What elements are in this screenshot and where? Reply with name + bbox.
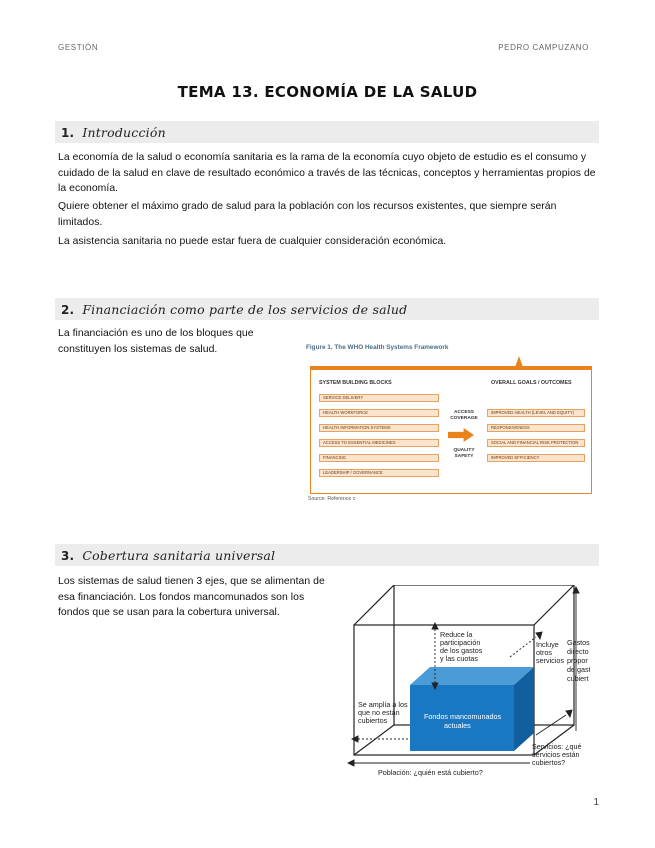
section-2-number: 2. [61,303,75,317]
who-framework-figure [306,344,596,509]
arrow-head-icon [432,623,438,629]
blue-box-top [410,667,534,685]
bottom-label: Población: ¿quién está cubierto? [378,768,483,777]
who-arrow-icon [448,428,474,442]
section-1-paragraph-3: La asistencia sanitaria no puede estar fuera de cualquier consideración económica. [58,236,447,247]
right-label-line: servicios [536,656,564,665]
bottom-right-label-line: servicios están [532,750,580,759]
section-2-title: Financiación como parte de los servicios de salud [82,302,408,317]
who-figure-caption: Figure 1. The WHO Health Systems Framework [306,344,449,351]
top-label-line: y las cuotas [440,654,478,663]
arrow-head-icon [566,710,572,717]
coverage-cube-svg [340,585,590,780]
section-2-paragraph-1: La financiación es uno de los bloques que constituyen los sistemas de salud. [58,328,254,355]
who-figure-source: Source: Reference c [308,496,356,502]
who-figure-frame [310,370,592,494]
who-outcome: IMPROVED EFFICIENCY [487,454,585,462]
bottom-right-label-line: Servicios: ¿qué [532,742,582,751]
left-label-line: cubiertos [358,716,388,725]
top-label-line: Reduce la [440,630,473,639]
section-3-paragraph-1: Los sistemas de salud tienen 3 ejes, que se alimentan de esa financiación. Los fondos mancomunados son los fondos que se usan para la cobertura universal. [58,576,325,618]
section-3-number: 3. [61,549,75,563]
who-right-heading: OVERALL GOALS / OUTCOMES [491,380,572,386]
section-1-title: Introducción [82,125,166,140]
left-label-line: que no están [358,708,400,717]
section-1-heading [55,121,599,143]
bottom-right-label-line: cubiertos? [532,758,566,767]
who-left-heading: SYSTEM BUILDING BLOCKS [319,380,392,386]
who-block: ACCESS TO ESSENTIAL MEDICINES [319,439,439,447]
who-block: HEALTH WORKFORCE [319,409,439,417]
services-arrow [510,637,536,657]
top-label-line: participación [440,638,481,647]
who-middle-bottom: QUALITY SAFETY [453,448,475,459]
who-block: FINANCING [319,454,439,462]
section-3-title: Cobertura sanitaria universal [82,548,276,563]
far-right-label-line: de gast [567,665,590,674]
who-outcome: IMPROVED HEALTH (LEVEL AND EQUITY) [487,409,585,417]
who-outcome: SOCIAL AND FINANCIAL RISK PROTECTION [487,439,585,447]
far-right-label-line: cubiert [567,674,589,683]
section-1-number: 1. [61,126,75,140]
who-block: HEALTH INFORMATION SYSTEMS [319,424,439,432]
left-label-line: Se amplía a los [358,700,408,709]
who-block: SERVICE DELIVERY [319,394,439,402]
section-1-paragraph-2: Quiere obtener el máximo grado de salud para la población con los recursos existentes, que siempre serán limitados. [58,201,557,228]
header-left: GESTIÓN [58,43,99,52]
who-middle-top: ACCESS COVERAGE [450,410,478,421]
arrow-head-icon [536,632,542,639]
top-label-line: de los gastos [440,646,483,655]
who-block: LEADERSHIP / GOVERNANCE [319,469,439,477]
arrow-head-icon [348,760,354,766]
page-title: TEMA 13. ECONOMÍA DE LA SALUD [177,83,478,101]
far-right-label-line: directo [567,647,589,656]
coverage-cube-figure [340,585,590,780]
section-1-paragraph-1: La economía de la salud o economía sanitaria es la rama de la economía cuyo objeto de estudio es el consumo y cuidado de la salud en clave de resultado económico a través de las técnicas, conceptos y herramientas propios de la economía. [58,152,596,194]
page-number: 1 [593,797,599,808]
who-outcome: RESPONSIVENESS [487,424,585,432]
section-2-heading [55,298,599,320]
right-label-line: Incluye [536,640,559,649]
center-label-line: Fondos mancomunados [424,712,502,721]
cube-edge [354,725,394,755]
right-label-line: otros [536,648,552,657]
far-right-label-line: propor [567,656,588,665]
arrow-head-icon [352,736,358,742]
center-label-line: actuales [444,721,471,730]
section-3-heading [55,544,599,566]
cube-edge [534,585,574,625]
far-right-label-line: Gastos [567,638,590,647]
cube-edge [354,585,394,625]
header-right: PEDRO CAMPUZANO [498,43,589,52]
